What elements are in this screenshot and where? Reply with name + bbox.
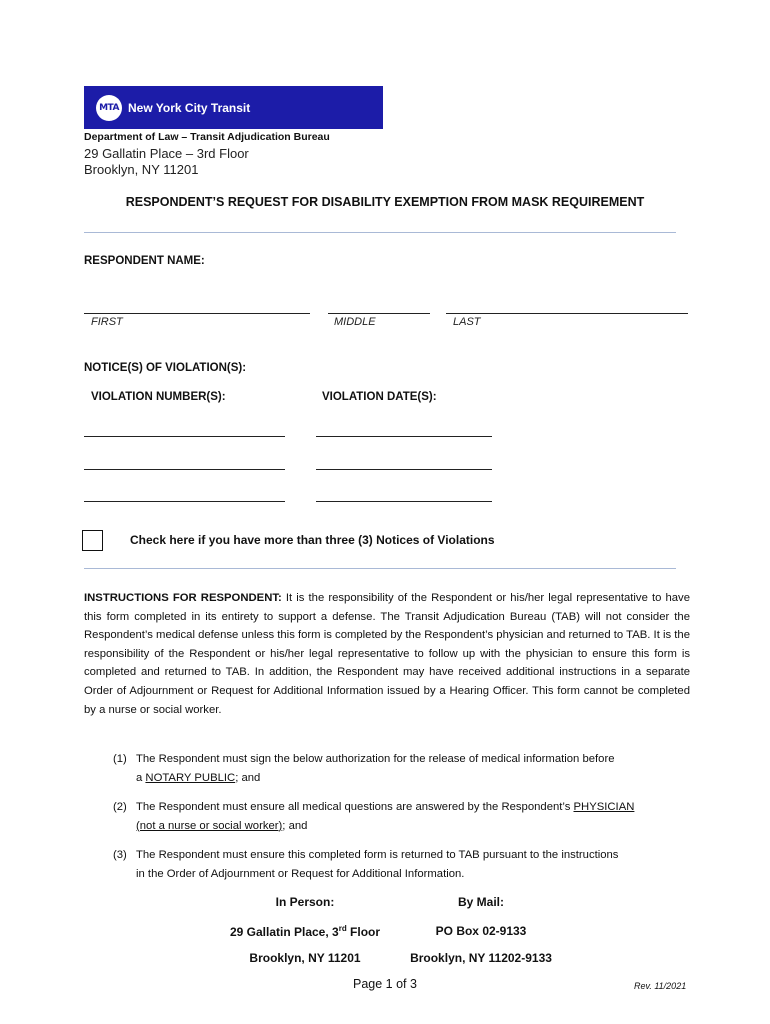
first-name-field[interactable]: [84, 313, 310, 314]
first-label: FIRST: [91, 316, 123, 328]
address-line-1: 29 Gallatin Place – 3rd Floor: [84, 146, 249, 161]
more-violations-label: Check here if you have more than three (3) Notices of Violations: [130, 533, 495, 547]
address-text: Floor: [346, 925, 381, 939]
last-label: LAST: [453, 316, 481, 328]
middle-label: MIDDLE: [334, 316, 376, 328]
address-text: 29 Gallatin Place, 3: [229, 925, 339, 939]
header-banner: [84, 86, 383, 129]
item-text: ; and: [235, 771, 261, 784]
item-text: in the Order of Adjournment or Request for Additional Information.: [136, 867, 465, 880]
item-text: The Respondent must ensure all medical questions are answered by the Respondent’s: [136, 801, 574, 813]
mail-address-line-2: Brooklyn, NY 11202-9133: [410, 951, 552, 965]
more-violations-checkbox[interactable]: [82, 530, 103, 551]
revision-date: Rev. 11/2021: [634, 981, 687, 991]
mta-logo: MTA: [96, 95, 122, 121]
department: Department of Law – Transit Adjudication Bureau: [84, 131, 330, 143]
notary-public-text: NOTARY PUBLIC: [145, 771, 236, 784]
violation-date-field[interactable]: [316, 501, 492, 502]
physician-text: PHYSICIAN: [573, 801, 635, 813]
mail-address-line-1: PO Box 02-9133: [435, 924, 527, 938]
instructions-body: It is the responsibility of the Respondent or his/her legal representative to have this form completed in its entirety to support a defense. The Transit Adjudication Bureau (TAB) will not consider the Respondent’s medical defense unless this form is completed by the Respondent’s physician and returned to TAB. It is the responsibility of the Respondent or his/her legal representative to follow up with the physician to ensure this form is completed and returned to TAB. In addition, the Respondent may have received additional instructions in a separate Order of Adjournment or Request for Additional Information issued by a Hearing Officer. This form cannot be completed by a nurse or social worker.: [84, 592, 690, 716]
address-line-2: Brooklyn, NY 11201: [84, 162, 199, 177]
item-text: ; and: [282, 819, 308, 832]
violation-date-field[interactable]: [316, 469, 492, 470]
instructions-paragraph: [84, 589, 690, 719]
in-person-address-line-1: [220, 924, 390, 939]
item-number: (3): [113, 849, 127, 861]
org-name: New York City Transit: [128, 100, 251, 115]
instructions-heading: INSTRUCTIONS FOR RESPONDENT:: [84, 592, 282, 604]
middle-name-field[interactable]: [328, 313, 430, 314]
section-divider: [84, 568, 676, 569]
address-sup: rd: [338, 924, 347, 933]
not-nurse-text: (not a nurse or social worker): [136, 819, 283, 832]
instruction-item-2: [113, 798, 691, 835]
last-name-field[interactable]: [446, 313, 688, 314]
respondent-name-label: RESPONDENT NAME:: [84, 255, 205, 267]
violation-number-label: VIOLATION NUMBER(S):: [91, 391, 226, 403]
item-text: a: [136, 771, 146, 784]
violation-date-label: VIOLATION DATE(S):: [322, 391, 437, 403]
violation-number-field[interactable]: [84, 436, 285, 437]
page-number: Page 1 of 3: [353, 977, 417, 991]
title-divider: [84, 232, 676, 233]
in-person-address-line-2: Brooklyn, NY 11201: [249, 951, 361, 965]
violation-number-field[interactable]: [84, 469, 285, 470]
violation-date-field[interactable]: [316, 436, 492, 437]
instruction-item-1: [113, 750, 691, 787]
item-number: (1): [113, 753, 127, 765]
violation-number-field[interactable]: [84, 501, 285, 502]
instruction-item-3: [113, 846, 691, 883]
in-person-label: In Person:: [275, 895, 335, 909]
item-text: The Respondent must ensure this completed form is returned to TAB pursuant to the instructions: [136, 849, 619, 861]
form-title: RESPONDENT’S REQUEST FOR DISABILITY EXEMPTION FROM MASK REQUIREMENT: [125, 195, 645, 209]
item-text: The Respondent must sign the below authorization for the release of medical information before: [136, 753, 615, 765]
item-number: (2): [113, 801, 127, 813]
mail-label: By Mail:: [457, 895, 504, 909]
violations-label: NOTICE(S) OF VIOLATION(S):: [84, 362, 247, 374]
